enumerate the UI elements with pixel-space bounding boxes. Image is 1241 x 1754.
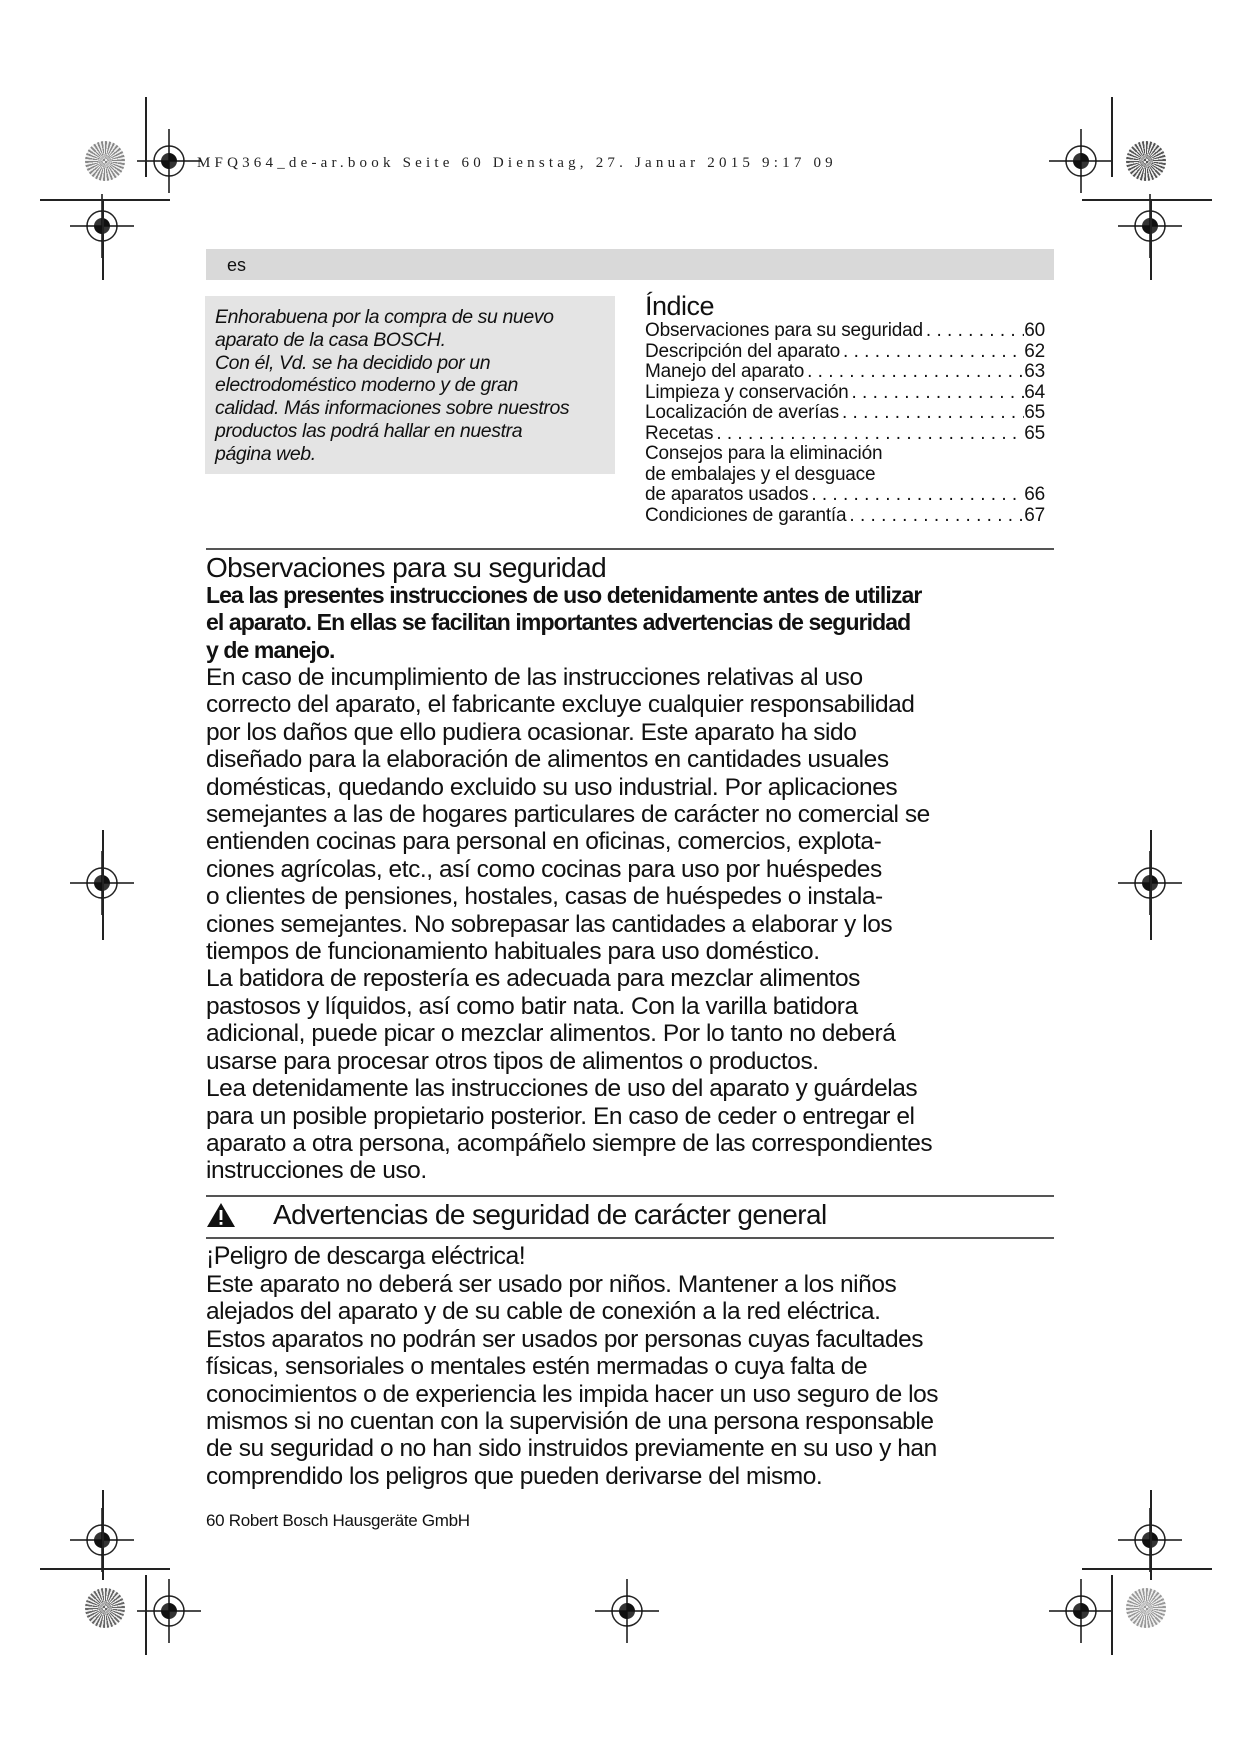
toc-entry <box>645 424 1045 445</box>
toc-leader-dots <box>804 362 1024 383</box>
crop-line <box>1150 200 1152 280</box>
toc-entry-label: Recetas <box>645 422 714 444</box>
color-wheel-mark-icon <box>85 1588 125 1628</box>
toc-leader-dots <box>808 485 1024 506</box>
language-code: es <box>227 255 247 275</box>
section-title: Observaciones para su seguridad <box>206 552 607 583</box>
body-line: ciones semejantes. No sobrepasar las cantidades a elaborar y los <box>206 910 893 938</box>
intro-line: Enhorabuena por la compra de su nuevo <box>215 306 554 328</box>
intro-line: calidad. Más informaciones sobre nuestros <box>215 397 570 420</box>
intro-line: Con él, Vd. se ha decidido por un <box>215 351 491 374</box>
color-wheel-mark-icon <box>85 141 125 181</box>
toc-leader-dots <box>840 342 1024 363</box>
body-line: diseñado para la elaboración de alimentos en cantidades usuales <box>206 746 889 774</box>
crop-line <box>1111 97 1113 177</box>
crop-line <box>1082 199 1212 201</box>
toc-entry-page: 64 <box>1024 381 1045 403</box>
toc-entry-page: 65 <box>1024 402 1045 423</box>
toc-entry-page: 67 <box>1024 504 1045 526</box>
registration-mark-icon <box>1049 1579 1113 1643</box>
body-line: entienden cocinas para personal en oficinas, comercios, explota- <box>206 828 882 856</box>
warning-triangle-icon <box>206 1202 236 1228</box>
body-line: ciones agrícolas, etc., así como cocinas para uso por huéspedes <box>206 855 882 883</box>
crop-line <box>145 97 147 177</box>
body-line: usarse para procesar otros tipos de alimentos o productos. <box>206 1047 819 1075</box>
intro-line: productos las podrá hallar en nuestra <box>215 419 523 442</box>
toc-entry-page: 60 <box>1024 320 1045 341</box>
body-line: pastosos y líquidos, así como batir nata. Con la varilla batidora <box>206 992 858 1020</box>
toc-entry <box>645 506 1045 527</box>
warning-subtitle: ¡Peligro de descarga eléctrica! <box>206 1242 526 1270</box>
bold-intro-line: el aparato. En ellas se facilitan importantes advertencias de seguridad <box>206 609 911 636</box>
toc-title: Índice <box>645 291 715 321</box>
body-line: Este aparato no deberá ser usado por niños. Mantener a los niños <box>206 1271 897 1298</box>
toc-entry-label: Condiciones de garantía <box>645 504 847 526</box>
toc-entry-page: 63 <box>1024 361 1045 382</box>
toc-entry <box>645 383 1045 404</box>
body-line: o clientes de pensiones, hostales, casas de huéspedes o instala- <box>206 883 883 911</box>
toc-entry-label: Observaciones para su seguridad <box>645 320 923 341</box>
toc-entry <box>645 342 1045 363</box>
toc-entry <box>645 444 1045 465</box>
registration-mark-icon <box>137 129 201 193</box>
intro-line: página web. <box>215 442 316 465</box>
crop-line <box>1150 830 1152 940</box>
intro-line: electrodoméstico moderno y de gran <box>215 374 518 397</box>
page-footer: 60 Robert Bosch Hausgeräte GmbH <box>206 1511 470 1530</box>
table-of-contents <box>645 291 1045 526</box>
crop-line <box>1150 1490 1152 1580</box>
warnings-body <box>206 1271 938 1490</box>
bold-intro-line: Lea las presentes instrucciones de uso detenidamente antes de utilizar <box>206 582 922 608</box>
body-line: semejantes a las de hogares particulares de carácter no comercial se <box>206 801 930 829</box>
body-line: mismos si no cuentan con la supervisión de una persona responsable <box>206 1408 934 1436</box>
color-wheel-mark-icon <box>1126 1588 1166 1628</box>
body-line: por los daños que ello pudiera ocasionar. Este aparato ha sido <box>206 718 857 746</box>
toc-entry <box>645 485 1045 506</box>
body-line: de su seguridad o no han sido instruidos previamente en su uso y han <box>206 1435 937 1463</box>
body-line: instrucciones de uso. <box>206 1157 427 1185</box>
toc-entry-label: de aparatos usados <box>645 484 809 505</box>
intro-box <box>205 296 615 474</box>
body-line: En caso de incumplimiento de las instrucciones relativas al uso <box>206 664 863 691</box>
crop-line <box>102 830 104 940</box>
body-line: adicional, puede picar o mezclar alimentos. Por lo tanto no deberá <box>206 1020 896 1048</box>
toc-leader-dots <box>923 321 1024 342</box>
bold-intro <box>206 582 921 664</box>
toc-entry-page: 62 <box>1024 340 1045 362</box>
print-slug-header: MFQ364_de-ar.book Seite 60 Dienstag, 27. Januar 2015 9:17 09 <box>197 155 837 171</box>
registration-mark-icon <box>1049 129 1113 193</box>
toc-entry <box>645 403 1045 424</box>
divider <box>206 548 1054 550</box>
crop-line <box>1082 1568 1212 1570</box>
body-line: alejados del aparato y de su cable de conexión a la red eléctrica. <box>206 1298 881 1326</box>
toc-entry-label: de embalajes y el desguace <box>645 463 876 485</box>
crop-line <box>1111 1575 1113 1655</box>
crop-line <box>102 1490 104 1580</box>
toc-entry-page: 65 <box>1024 422 1045 444</box>
toc-entry <box>645 362 1045 383</box>
toc-leader-dots <box>846 506 1024 527</box>
color-wheel-mark-icon <box>1126 141 1166 181</box>
body-line: domésticas, quedando excluido su uso industrial. Por aplicaciones <box>206 773 898 801</box>
body-line: Lea detenidamente las instrucciones de uso del aparato y guárdelas <box>206 1075 918 1103</box>
crop-line <box>145 1575 147 1655</box>
toc-leader-dots <box>848 383 1024 404</box>
body-line: comprendido los peligros que pueden derivarse del mismo. <box>206 1462 823 1490</box>
intro-line: aparato de la casa BOSCH. <box>215 328 446 351</box>
toc-entry-label: Consejos para la eliminación <box>645 443 883 464</box>
toc-entry-label: Localización de averías <box>645 402 839 423</box>
registration-mark-icon <box>595 1579 659 1643</box>
registration-mark-icon <box>137 1579 201 1643</box>
crop-line <box>40 1568 170 1570</box>
body-line: tiempos de funcionamiento habituales para uso doméstico. <box>206 938 820 966</box>
divider <box>206 1195 1054 1197</box>
toc-entry-page: 66 <box>1024 484 1045 505</box>
body-line: La batidora de repostería es adecuada para mezclar alimentos <box>206 965 860 993</box>
toc-entry-label: Descripción del aparato <box>645 340 841 362</box>
body-line: correcto del aparato, el fabricante excluye cualquier responsabilidad <box>206 691 915 719</box>
toc-entry-label: Manejo del aparato <box>645 361 805 382</box>
warnings-title: Advertencias de seguridad de carácter general <box>273 1199 827 1230</box>
body-line: para un posible propietario posterior. En caso de ceder o entregar el <box>206 1102 915 1130</box>
body-line: físicas, sensoriales o mentales estén mermadas o cuya falta de <box>206 1353 868 1381</box>
toc-leader-dots <box>713 424 1024 445</box>
toc-entry-label: Limpieza y conservación <box>645 381 849 403</box>
warnings-heading <box>206 1199 827 1231</box>
divider <box>206 1237 1054 1239</box>
crop-line <box>40 199 170 201</box>
bold-intro-line: y de manejo. <box>206 636 335 663</box>
body-line: conocimientos o de experiencia les impida hacer un uso seguro de los <box>206 1380 939 1408</box>
body-line: Estos aparatos no podrán ser usados por personas cuyas facultades <box>206 1325 924 1353</box>
safety-body <box>206 664 932 1185</box>
body-line: aparato a otra persona, acompáñelo siempre de las correspondientes <box>206 1129 933 1157</box>
toc-leader-dots <box>839 403 1024 424</box>
toc-entry <box>645 465 1045 486</box>
toc-entry <box>645 321 1045 342</box>
language-bar <box>206 249 1054 280</box>
crop-line <box>102 200 104 280</box>
